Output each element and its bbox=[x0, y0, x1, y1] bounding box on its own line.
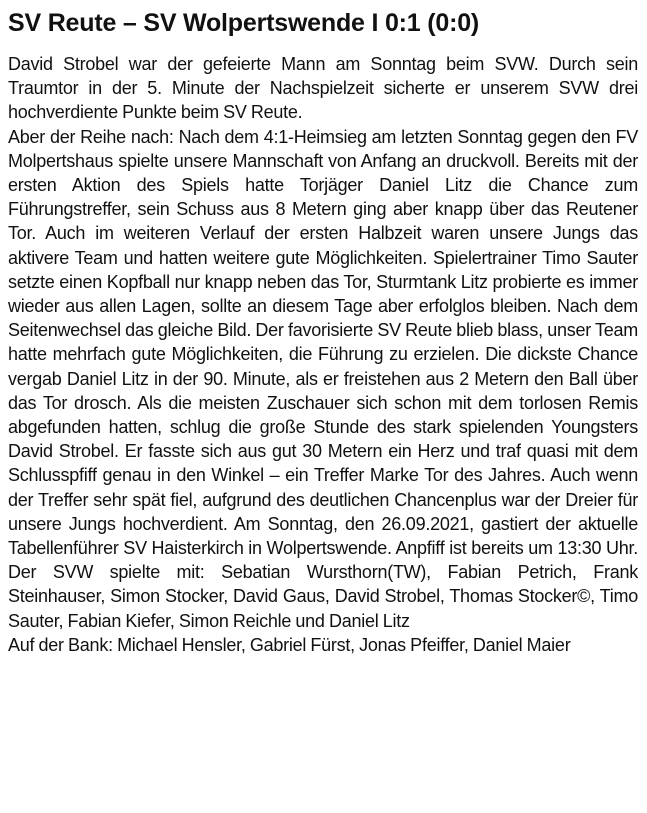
article-intro-paragraph: David Strobel war der gefeierte Mann am Sonntag beim SVW. Durch sein Traumtor in der 5. Minute der Nachspielzeit sicherte er unserem SVW drei hochverdiente Punkte beim SV Reute. bbox=[8, 54, 638, 123]
article-bench-paragraph: Auf der Bank: Michael Hensler, Gabriel Fürst, Jonas Pfeiffer, Daniel Maier bbox=[8, 634, 571, 655]
article bbox=[8, 6, 638, 657]
article-headline: SV Reute – SV Wolpertswende I 0:1 (0:0) bbox=[8, 9, 480, 37]
article-match-report-paragraph: Aber der Reihe nach: Nach dem 4:1-Heimsieg am letzten Sonntag gegen den FV Molpertshaus spielte unsere Mannschaft von Anfang an druckvoll. Bereits mit der ersten Aktion des Spiels hatte Torjäger Daniel Litz die Chance zum Führungstreffer, sein Schuss aus 8 Metern ging aber knapp über das Reutener Tor. Auch im weiteren Verlauf der ersten Halbzeit waren unsere Jungs das aktivere Team und hatten weitere gute Möglichkeiten. Spielertrainer Timo Sauter setzte einen Kopfball nur knapp neben das Tor, Sturmtank Litz probierte es immer wieder aus allen Lagen, sollte an diesem Tage aber erfolglos bleiben. Nach dem Seitenwechsel das gleiche Bild. Der favorisierte SV Reute blieb blass, unser Team hatte mehrfach gute Möglichkeiten, die Führung zu erzielen. Die dickste Chance vergab Daniel Litz in der 90. Minute, als er freistehen aus 2 Metern den Ball über das Tor drosch. Als die meisten Zuschauer sich schon mit dem torlosen Remis abgefunden hatten, schlug die große Stunde des stark spielenden Youngsters David Strobel. Er fasste sich aus gut 30 Metern ein Herz und traf quasi mit dem Schlusspfiff genau in den Winkel – ein Treffer Marke Tor des Jahres. Auch wenn der Treffer sehr spät fiel, aufgrund des deutlichen Chancenplus war der Dreier für unsere Jungs hochverdient. Am Sonntag, den 26.09.2021, gastiert der aktuelle Tabellenführer SV Haisterkirch in Wolpertswende. Anpfiff ist bereits um 13:30 Uhr. Der SVW spielte mit: Sebatian Wursthorn(TW), Fabian Petrich, Frank Steinhauser, Simon Stocker, David Gaus, David Strobel, Thomas Stocker©, Timo Sauter, Fabian Kiefer, Simon Reichle und Daniel Litz bbox=[8, 126, 638, 631]
